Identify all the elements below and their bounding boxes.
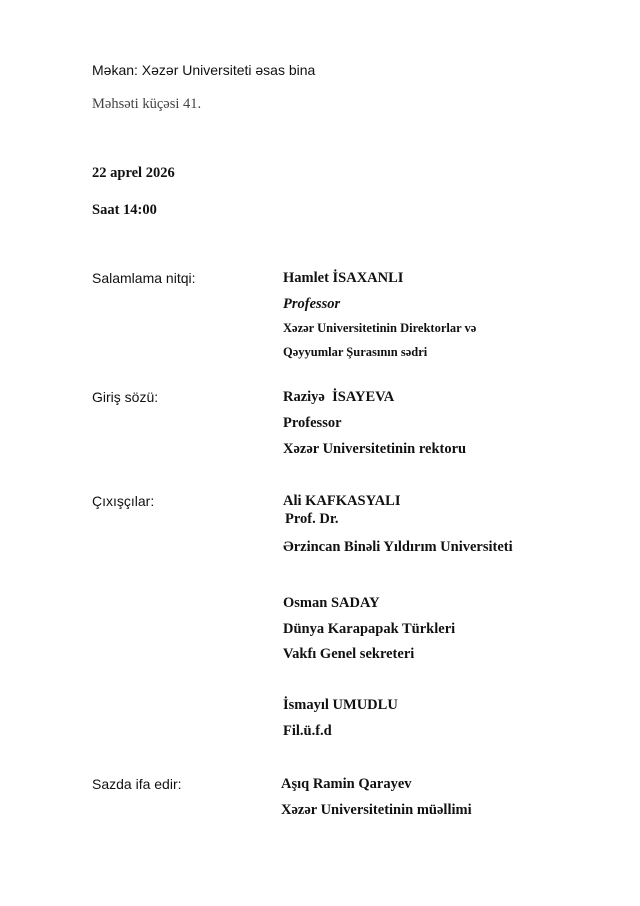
opening-speaker-role: Xəzər Universitetinin rektoru xyxy=(283,441,467,457)
opening-label: Giriş sözü: xyxy=(92,389,159,405)
speaker-1-affiliation: Ərzincan Binəli Yıldırım Universiteti xyxy=(283,539,513,555)
opening-speaker-title: Professor xyxy=(283,415,342,431)
speaker-1-name: Ali KAFKASYALI xyxy=(283,493,401,509)
welcome-speaker-title: Professor xyxy=(283,296,341,312)
venue-street: Məhsəti küçəsi 41. xyxy=(92,96,202,112)
opening-speaker-name: Raziyə İSAYEVA xyxy=(283,389,395,405)
welcome-label: Salamlama nitqi: xyxy=(92,270,196,286)
music-label: Sazda ifa edir: xyxy=(92,776,182,792)
event-date: 22 aprel 2026 xyxy=(92,165,175,181)
speaker-2-affiliation-line1: Dünya Karapapak Türkleri xyxy=(283,621,456,637)
welcome-speaker-role-line2: Qəyyumlar Şurasının sədri xyxy=(283,345,428,359)
welcome-speaker-role-line1: Xəzər Universitetinin Direktorlar və xyxy=(283,321,477,335)
speaker-3-name: İsmayıl UMUDLU xyxy=(283,697,398,713)
music-performer-role: Xəzər Universitetinin müəllimi xyxy=(281,802,472,818)
music-performer-name: Aşıq Ramin Qarayev xyxy=(281,776,412,792)
event-time: Saat 14:00 xyxy=(92,202,157,218)
speaker-3-degree: Fil.ü.f.d xyxy=(283,723,332,739)
welcome-speaker-name: Hamlet İSAXANLI xyxy=(283,270,404,286)
speaker-1-title: Prof. Dr. xyxy=(285,511,339,527)
speaker-2-affiliation-line2: Vakfı Genel sekreteri xyxy=(283,646,415,662)
speakers-label: Çıxışçılar: xyxy=(92,493,155,509)
speaker-2-name: Osman SADAY xyxy=(283,595,380,611)
venue-location: Məkan: Xəzər Universiteti əsas bina xyxy=(92,62,316,78)
